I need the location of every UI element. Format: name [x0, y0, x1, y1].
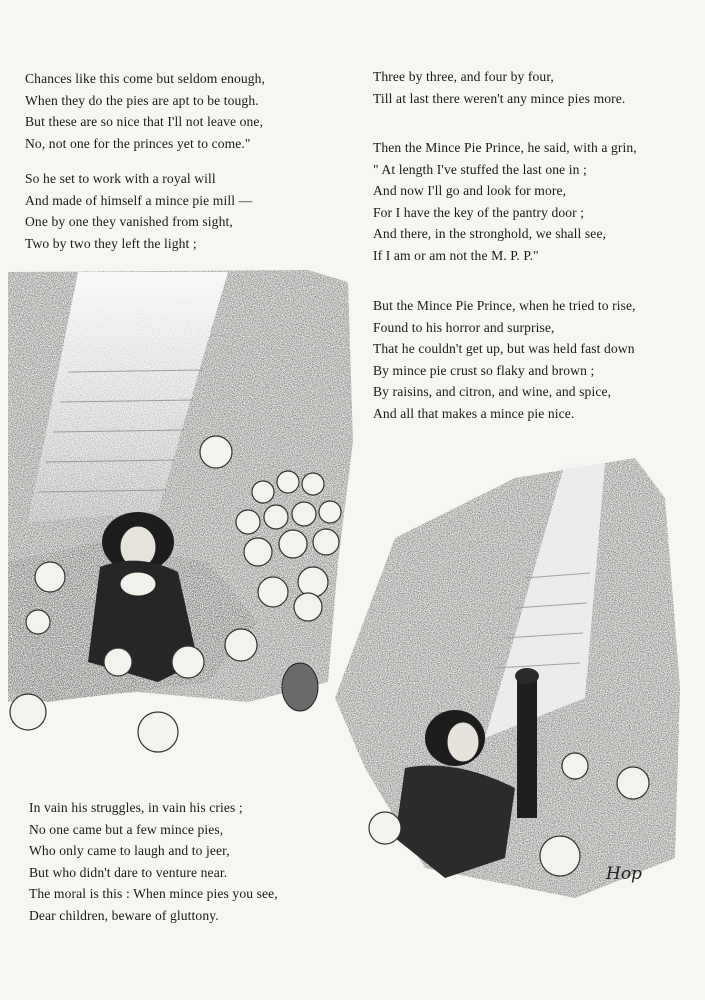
poem-line: The moral is this : When mince pies you see, [29, 886, 278, 902]
poem-line: By raisins, and citron, and wine, and spice, [373, 384, 612, 400]
poem-line: By mince pie crust so flaky and brown ; [373, 362, 595, 378]
banister-post [515, 668, 539, 818]
poem-line: Who only came to laugh and to jeer, [29, 843, 230, 859]
poem-line: Two by two they left the light ; [25, 235, 197, 251]
poem-line: When they do the pies are apt to be tough. [25, 92, 259, 108]
artist-signature: Hop [606, 864, 642, 884]
poem-line: If I am or am not the M. P. P." [373, 247, 539, 263]
stanza-4 [373, 137, 637, 267]
poem-line: But the Mince Pie Prince, when he tried to rise, [373, 298, 636, 313]
poem-line: For I have the key of the pantry door ; [373, 204, 585, 220]
illustration-prince-stuck [335, 438, 683, 920]
illustration-prince-eating [8, 262, 358, 782]
poem-line: Then the Mince Pie Prince, he said, with a grin, [373, 140, 637, 155]
poem-line: Three by three, and four by four, [373, 69, 554, 84]
poem-line: That he couldn't get up, but was held fast down [373, 341, 635, 357]
poem-line: And now I'll go and look for more, [373, 183, 567, 199]
poem-line: So he set to work with a royal will [25, 171, 216, 186]
poem-line: No, not one for the princes yet to come." [25, 135, 251, 151]
poem-line: Found to his horror and surprise, [373, 319, 555, 335]
poem-line: Dear children, beware of gluttony. [29, 907, 219, 923]
stanza-2 [25, 168, 252, 254]
poem-line: And there, in the stronghold, we shall see, [373, 226, 607, 242]
pie-dish [282, 663, 318, 711]
poem-line: But who didn't dare to venture near. [29, 864, 228, 880]
poem-line: In vain his struggles, in vain his cries ; [29, 800, 243, 815]
poem-line: Chances like this come but seldom enough, [25, 71, 266, 86]
poem-line: But these are so nice that I'll not leave one, [25, 114, 264, 130]
poem-line: And made of himself a mince pie mill — [25, 192, 253, 208]
poem-line: " At length I've stuffed the last one in ; [373, 161, 587, 177]
stanza-6 [29, 797, 278, 927]
poem-line: And all that makes a mince pie nice. [373, 405, 575, 421]
stanza-1 [25, 68, 265, 154]
poem-line: One by one they vanished from sight, [25, 214, 233, 230]
stanza-3 [373, 66, 625, 109]
poem-line: Till at last there weren't any mince pies more. [373, 90, 626, 106]
poem-line: No one came but a few mince pies, [29, 821, 224, 837]
stanza-5 [373, 295, 636, 425]
